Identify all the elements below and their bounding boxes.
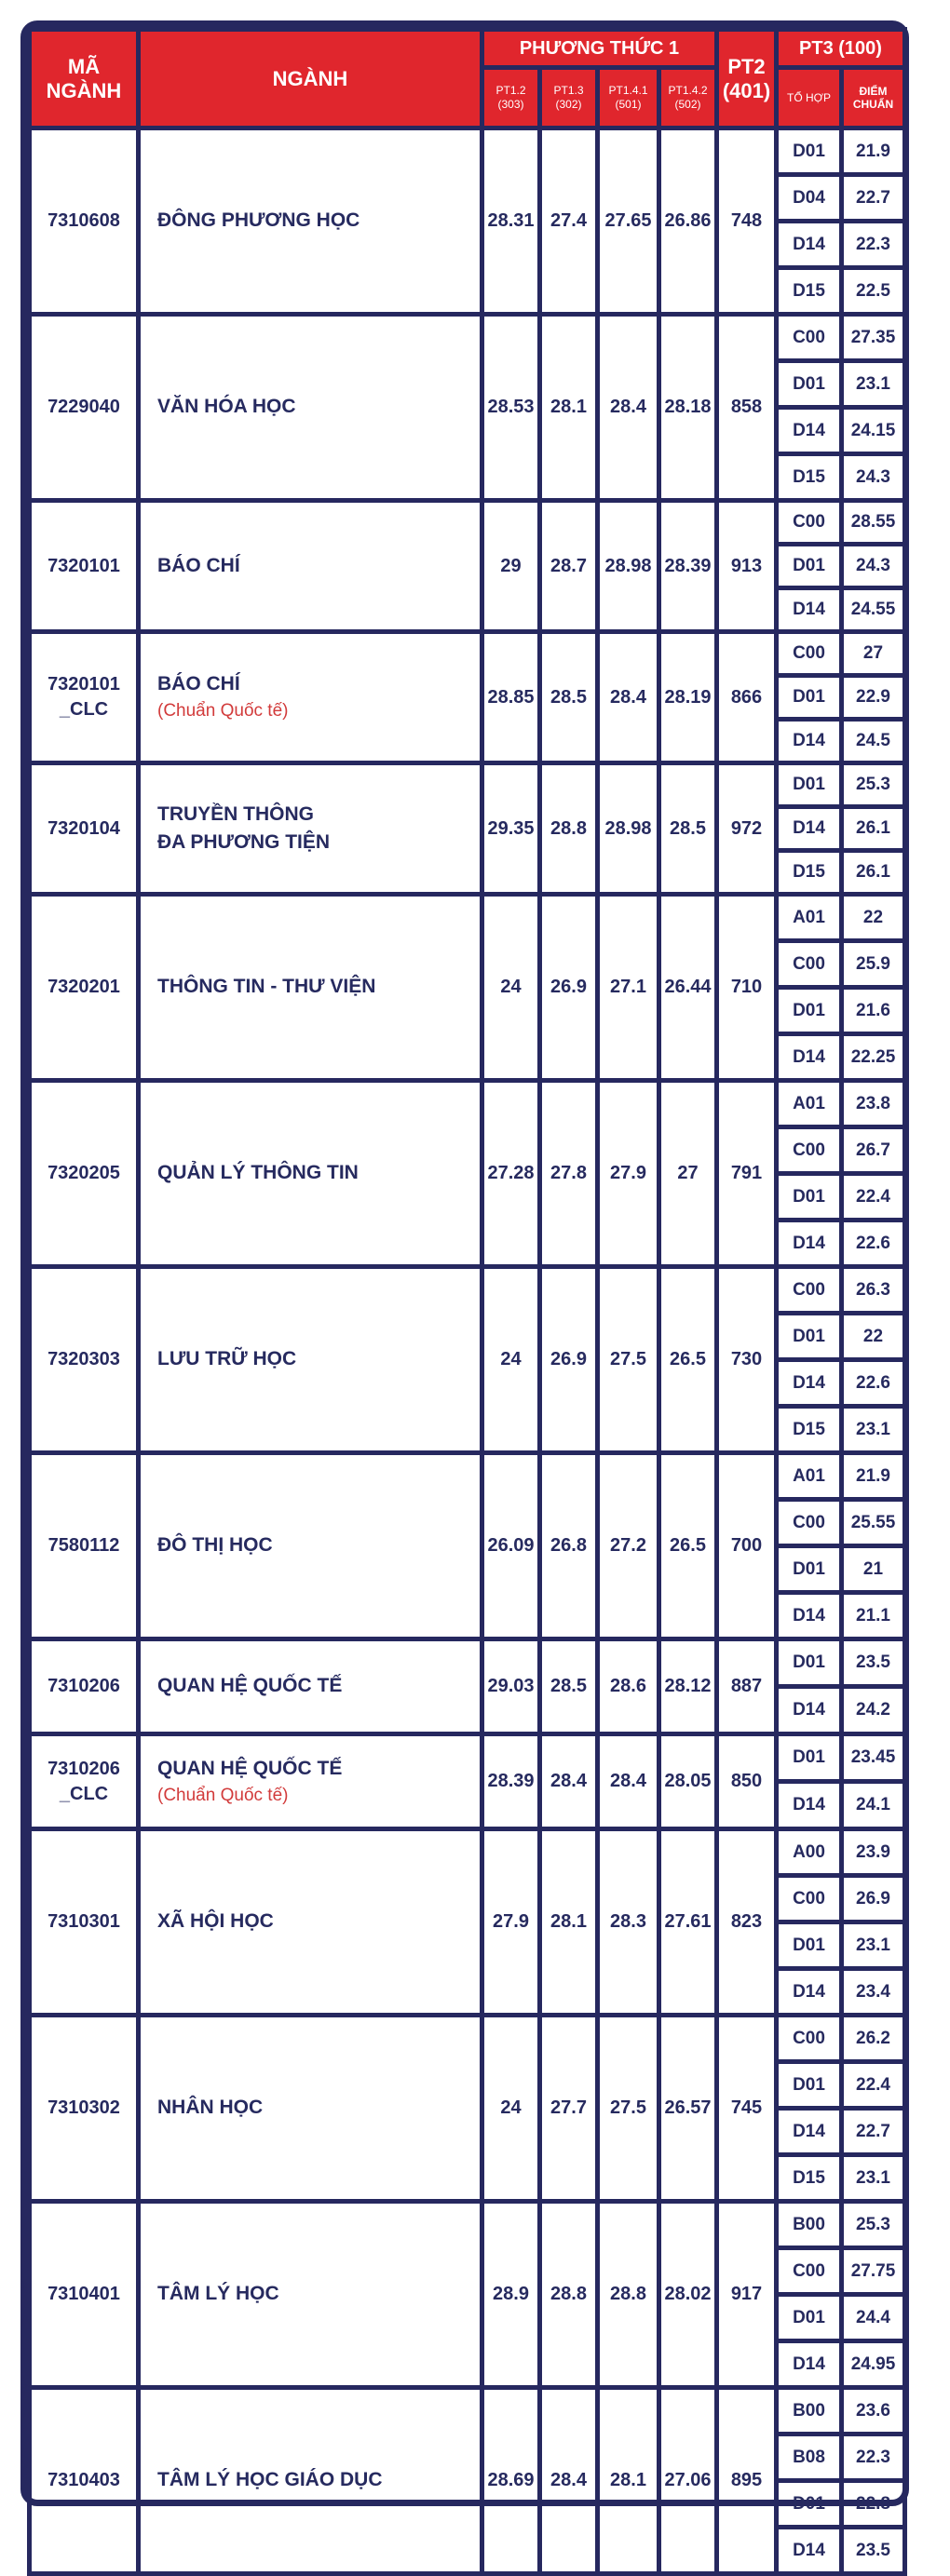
table-row [30,895,905,941]
subject-combo-cell: D15 [777,454,842,501]
pt1-score-cell: 28.18 [659,315,717,501]
subject-combo-cell: D01 [777,676,842,720]
major-name-cell [139,2016,482,2202]
pt1-score-cell: 26.9 [540,1267,598,1453]
pt1-score-cell: 27.4 [540,128,598,315]
major-code-line: 7320104 [48,817,120,839]
pt3-score-cell: 22.3 [842,2434,905,2481]
subject-combo-cell: D01 [777,361,842,408]
major-name-cell [139,1081,482,1267]
pt1-col-header-line: PT1.4.2 [668,84,708,97]
pt3-score-cell: 25.9 [842,941,905,988]
subject-combo-cell: D01 [777,1922,842,1969]
pt1-col-header-line: (302) [555,98,582,111]
pt1-2-header [482,68,540,128]
subject-combo-cell: D01 [777,1546,842,1593]
pt3-score-cell: 22.6 [842,1221,905,1267]
pt1-col-header-line: PT1.2 [495,84,526,97]
pt2-score-cell: 745 [717,2016,777,2202]
pt3-score-cell: 23.9 [842,1829,905,1876]
pt1-group-header: PHƯƠNG THỨC 1 [482,30,717,68]
subject-combo-cell: D14 [777,2341,842,2388]
score-header-line: CHUẨN [852,98,894,111]
pt1-score-cell: 28.4 [598,632,659,763]
table-body [30,128,905,2574]
pt1-score-cell: 28.69 [482,2388,540,2574]
major-name-line: QUẢN LÝ THÔNG TIN [157,1162,359,1184]
pt3-group-header: PT3 (100) [777,30,905,68]
major-name-cell [139,1829,482,2016]
subject-combo-cell: D14 [777,2528,842,2574]
major-code-cell [30,1639,139,1734]
pt1-score-cell: 29.35 [482,763,540,895]
pt1-score-cell: 27.06 [659,2388,717,2574]
subject-combo-cell: D15 [777,1407,842,1453]
major-name-line: THÔNG TIN - THƯ VIỆN [157,976,376,998]
pt2-score-cell: 823 [717,1829,777,2016]
pt2-score-cell: 913 [717,501,777,632]
pt3-score-cell: 24.5 [842,720,905,763]
pt1-score-cell: 28.98 [598,501,659,632]
major-name-cell [139,763,482,895]
major-name-line: QUAN HỆ QUỐC TẾ [157,1675,343,1697]
subject-combo-cell: D04 [777,175,842,222]
pt3-score-cell: 25.3 [842,763,905,807]
pt1-score-cell: 29.03 [482,1639,540,1734]
major-code-line: 7310301 [48,1911,120,1932]
pt1-score-cell: 28.85 [482,632,540,763]
combo-header: TỔ HỢP [777,68,842,128]
pt2-score-cell: 917 [717,2202,777,2388]
pt2-score-cell: 748 [717,128,777,315]
pt3-score-cell: 24.3 [842,545,905,588]
subject-combo-cell: D14 [777,222,842,268]
subject-combo-cell: B08 [777,2434,842,2481]
subject-combo-cell: A01 [777,1453,842,1500]
pt1-score-cell: 27.61 [659,1829,717,2016]
pt1-score-cell: 27.7 [540,2016,598,2202]
subject-combo-cell: D01 [777,1314,842,1360]
major-name-line: QUAN HỆ QUỐC TẾ [157,1757,343,1779]
subject-combo-cell: D14 [777,1221,842,1267]
subject-combo-cell: D01 [777,128,842,175]
program-note: (Chuẩn Quốc tế) [157,701,289,722]
pt2-header-line: (401) [722,78,771,102]
pt3-score-cell: 26.3 [842,1267,905,1314]
pt3-score-cell: 22.6 [842,1360,905,1407]
score-header [842,68,905,128]
major-name-cell [139,1453,482,1639]
subject-combo-cell: D01 [777,1174,842,1221]
subject-combo-cell: D01 [777,2481,842,2528]
subject-combo-cell: D01 [777,1639,842,1687]
major-code-cell [30,2388,139,2574]
score-header-line: ĐIỂM [859,84,888,98]
major-name-cell [139,1639,482,1734]
pt2-score-cell: 858 [717,315,777,501]
pt3-score-cell: 21.9 [842,1453,905,1500]
table-row [30,1639,905,1687]
pt1-4-2-header [659,68,717,128]
major-name-line: TÂM LÝ HỌC GIÁO DỤC [157,2469,383,2491]
pt3-score-cell: 21.9 [842,128,905,175]
pt1-score-cell: 28.1 [540,315,598,501]
major-code-cell [30,1734,139,1829]
major-name-cell [139,895,482,1081]
pt1-score-cell: 27.1 [598,895,659,1081]
subject-combo-cell: C00 [777,941,842,988]
major-code-line: 7229040 [48,397,120,417]
table-header [30,30,905,128]
pt1-score-cell: 26.8 [540,1453,598,1639]
pt3-score-cell: 23.1 [842,1922,905,1969]
subject-combo-cell: D15 [777,268,842,315]
major-name-cell [139,2202,482,2388]
pt3-score-cell: 23.8 [842,1081,905,1127]
pt1-score-cell: 28.4 [540,2388,598,2574]
subject-combo-cell: D14 [777,720,842,763]
subject-combo-cell: B00 [777,2202,842,2248]
major-name-cell [139,128,482,315]
pt1-col-header-line: (501) [615,98,642,111]
pt2-score-cell: 972 [717,763,777,895]
pt3-score-cell: 22.3 [842,222,905,268]
major-code-cell [30,1453,139,1639]
pt3-score-cell: 26.1 [842,807,905,851]
pt1-score-cell: 27.5 [598,1267,659,1453]
pt3-score-cell: 23.4 [842,1969,905,2016]
pt1-score-cell: 27 [659,1081,717,1267]
subject-combo-cell: D14 [777,408,842,454]
pt3-score-cell: 27.35 [842,315,905,361]
major-code-line: 7310401 [48,2284,120,2304]
pt1-score-cell: 26.09 [482,1453,540,1639]
pt1-score-cell: 26.9 [540,895,598,1081]
pt1-3-header [540,68,598,128]
major-code-cell [30,315,139,501]
pt1-score-cell: 28.1 [540,1829,598,2016]
pt1-score-cell: 28.02 [659,2202,717,2388]
subject-combo-cell: A00 [777,1829,842,1876]
major-name-line: VĂN HÓA HỌC [157,396,296,418]
pt2-score-cell: 895 [717,2388,777,2574]
pt3-score-cell: 26.2 [842,2016,905,2062]
pt3-score-cell: 24.2 [842,1687,905,1734]
pt1-col-header-line: (502) [674,98,701,111]
major-code-line: 7310608 [48,210,120,231]
subject-combo-cell: D14 [777,807,842,851]
major-code-cell [30,1267,139,1453]
major-code-header [30,30,139,128]
pt1-score-cell: 28.39 [659,501,717,632]
table-row [30,1453,905,1500]
pt3-score-cell: 24.1 [842,1782,905,1829]
major-code-header-line: MÃ [67,54,101,78]
pt1-score-cell: 26.5 [659,1267,717,1453]
pt3-score-cell: 25.55 [842,1500,905,1546]
subject-combo-cell: D14 [777,1593,842,1639]
major-name-cell [139,501,482,632]
table-row [30,315,905,361]
major-code-line: _CLC [59,699,109,720]
pt1-score-cell: 28.8 [540,2202,598,2388]
subject-combo-cell: D01 [777,2062,842,2109]
pt1-score-cell: 27.28 [482,1081,540,1267]
admission-score-table-frame [20,20,909,2560]
pt3-score-cell: 21.1 [842,1593,905,1639]
pt1-score-cell: 28.6 [598,1639,659,1734]
pt2-header [717,30,777,128]
pt3-score-cell: 21 [842,1546,905,1593]
pt1-score-cell: 24 [482,895,540,1081]
major-code-line: 7310206 [48,1758,120,1779]
major-name-cell [139,1267,482,1453]
major-name-line: ĐÔ THỊ HỌC [157,1534,273,1557]
major-name-cell [139,632,482,763]
pt1-col-header-line: PT1.3 [553,84,584,97]
major-name-cell [139,2388,482,2574]
subject-combo-cell: C00 [777,501,842,545]
major-code-line: 7320205 [48,1163,120,1183]
major-name-line: BÁO CHÍ [157,554,240,576]
pt1-score-cell: 28.4 [598,315,659,501]
pt1-score-cell: 28.7 [540,501,598,632]
table-row [30,2202,905,2248]
major-code-cell [30,128,139,315]
pt2-header-line: PT2 [727,54,766,78]
pt1-score-cell: 28.31 [482,128,540,315]
pt1-score-cell: 28.3 [598,1829,659,2016]
major-name-line: ĐA PHƯƠNG TIỆN [157,831,331,853]
pt1-score-cell: 28.05 [659,1734,717,1829]
pt1-score-cell: 26.44 [659,895,717,1081]
subject-combo-cell: D14 [777,1782,842,1829]
pt3-score-cell: 26.9 [842,1876,905,1922]
pt3-score-cell: 22.9 [842,676,905,720]
subject-combo-cell: A01 [777,895,842,941]
pt3-score-cell: 23.45 [842,1734,905,1782]
pt2-score-cell: 887 [717,1639,777,1734]
subject-combo-cell: D01 [777,545,842,588]
pt1-score-cell: 29 [482,501,540,632]
pt1-score-cell: 26.86 [659,128,717,315]
subject-combo-cell: D14 [777,2109,842,2155]
major-code-line: _CLC [59,1783,109,1804]
table-row [30,2388,905,2434]
pt1-score-cell: 24 [482,2016,540,2202]
pt3-score-cell: 23.5 [842,1639,905,1687]
major-code-line: 7310206 [48,1676,120,1696]
pt1-score-cell: 28.12 [659,1639,717,1734]
pt1-score-cell: 28.5 [540,1639,598,1734]
pt3-score-cell: 24.95 [842,2341,905,2388]
pt2-score-cell: 850 [717,1734,777,1829]
subject-combo-cell: D14 [777,1687,842,1734]
subject-combo-cell: A01 [777,1081,842,1127]
pt3-score-cell: 22.7 [842,2109,905,2155]
subject-combo-cell: C00 [777,2248,842,2295]
subject-combo-cell: D14 [777,1969,842,2016]
table-row [30,1267,905,1314]
subject-combo-cell: D14 [777,1034,842,1081]
major-name-line: ĐÔNG PHƯƠNG HỌC [157,209,360,232]
major-code-cell [30,632,139,763]
pt2-score-cell: 710 [717,895,777,1081]
major-code-cell [30,2016,139,2202]
pt1-score-cell: 28.19 [659,632,717,763]
pt1-score-cell: 28.39 [482,1734,540,1829]
pt1-score-cell: 27.5 [598,2016,659,2202]
major-code-cell [30,2202,139,2388]
major-name-line: LƯU TRỮ HỌC [157,1348,297,1370]
subject-combo-cell: D01 [777,763,842,807]
table-row [30,1734,905,1782]
subject-combo-cell: C00 [777,632,842,676]
pt3-score-cell: 23.1 [842,2155,905,2202]
subject-combo-cell: D01 [777,988,842,1034]
pt1-score-cell: 28.4 [540,1734,598,1829]
major-code-cell [30,895,139,1081]
major-code-line: 7320101 [48,555,120,576]
pt1-score-cell: 27.2 [598,1453,659,1639]
pt3-score-cell: 22.4 [842,1174,905,1221]
pt3-score-cell: 23.1 [842,1407,905,1453]
major-name-line: TRUYỀN THÔNG [157,802,314,825]
pt1-score-cell: 28.5 [659,763,717,895]
pt3-score-cell: 22.25 [842,1034,905,1081]
subject-combo-cell: C00 [777,1127,842,1174]
pt2-score-cell: 866 [717,632,777,763]
major-code-line: 7320303 [48,1349,120,1369]
pt3-score-cell: 27.75 [842,2248,905,2295]
pt3-score-cell: 22 [842,1314,905,1360]
pt1-score-cell: 28.53 [482,315,540,501]
pt1-score-cell: 27.9 [598,1081,659,1267]
subject-combo-cell: C00 [777,315,842,361]
pt2-score-cell: 700 [717,1453,777,1639]
pt1-4-1-header [598,68,659,128]
subject-combo-cell: D15 [777,2155,842,2202]
pt3-score-cell: 24.4 [842,2295,905,2341]
pt3-score-cell: 24.3 [842,454,905,501]
pt1-score-cell: 27.8 [540,1081,598,1267]
pt3-score-cell: 28.55 [842,501,905,545]
major-name-line: NHÂN HỌC [157,2097,264,2119]
subject-combo-cell: D01 [777,1734,842,1782]
pt3-score-cell: 23.6 [842,2388,905,2434]
subject-combo-cell: C00 [777,1876,842,1922]
subject-combo-cell: D14 [777,1360,842,1407]
admission-score-table [27,27,907,2576]
pt2-score-cell: 730 [717,1267,777,1453]
pt1-score-cell: 26.57 [659,2016,717,2202]
table-row [30,1081,905,1127]
pt1-score-cell: 28.5 [540,632,598,763]
pt3-score-cell: 25.3 [842,2202,905,2248]
pt1-score-cell: 28.98 [598,763,659,895]
table-row [30,2016,905,2062]
pt1-score-cell: 27.65 [598,128,659,315]
pt1-col-header-line: (303) [497,98,524,111]
pt3-score-cell: 22.5 [842,268,905,315]
pt3-score-cell: 27 [842,632,905,676]
pt1-score-cell: 24 [482,1267,540,1453]
table-row [30,128,905,175]
pt1-score-cell: 26.5 [659,1453,717,1639]
major-name-line: TÂM LÝ HỌC [157,2283,279,2305]
pt3-score-cell: 22.8 [842,2481,905,2528]
table-row [30,501,905,545]
major-name-cell [139,1734,482,1829]
pt3-score-cell: 23.5 [842,2528,905,2574]
pt3-score-cell: 23.1 [842,361,905,408]
pt3-score-cell: 22.4 [842,2062,905,2109]
subject-combo-cell: B00 [777,2388,842,2434]
major-code-cell [30,501,139,632]
pt3-score-cell: 26.1 [842,851,905,895]
subject-combo-cell: D15 [777,851,842,895]
pt1-score-cell: 27.9 [482,1829,540,2016]
major-code-header-line: NGÀNH [46,78,122,102]
pt3-score-cell: 24.15 [842,408,905,454]
table-row [30,763,905,807]
major-name-line: BÁO CHÍ [157,673,240,695]
major-name-header: NGÀNH [139,30,482,128]
subject-combo-cell: C00 [777,2016,842,2062]
pt1-score-cell: 28.4 [598,1734,659,1829]
pt1-score-cell: 28.9 [482,2202,540,2388]
major-code-line: 7580112 [48,1535,120,1556]
pt3-score-cell: 22 [842,895,905,941]
major-code-line: 7310302 [48,2097,120,2118]
subject-combo-cell: C00 [777,1267,842,1314]
table-row [30,632,905,676]
major-name-cell [139,315,482,501]
major-code-line: 7310403 [48,2470,120,2490]
pt1-score-cell: 28.8 [540,763,598,895]
major-name-line: XÃ HỘI HỌC [157,1910,274,1933]
pt1-score-cell: 28.1 [598,2388,659,2574]
pt2-score-cell: 791 [717,1081,777,1267]
major-code-line: 7320101 [48,674,120,695]
major-code-cell [30,763,139,895]
major-code-cell [30,1829,139,2016]
table-row [30,1829,905,1876]
subject-combo-cell: D14 [777,588,842,632]
pt1-col-header-line: PT1.4.1 [608,84,648,97]
pt3-score-cell: 24.55 [842,588,905,632]
pt3-score-cell: 22.7 [842,175,905,222]
major-code-line: 7320201 [48,977,120,997]
major-code-cell [30,1081,139,1267]
pt1-score-cell: 28.8 [598,2202,659,2388]
pt3-score-cell: 26.7 [842,1127,905,1174]
subject-combo-cell: C00 [777,1500,842,1546]
pt3-score-cell: 21.6 [842,988,905,1034]
program-note: (Chuẩn Quốc tế) [157,1785,289,1805]
subject-combo-cell: D01 [777,2295,842,2341]
